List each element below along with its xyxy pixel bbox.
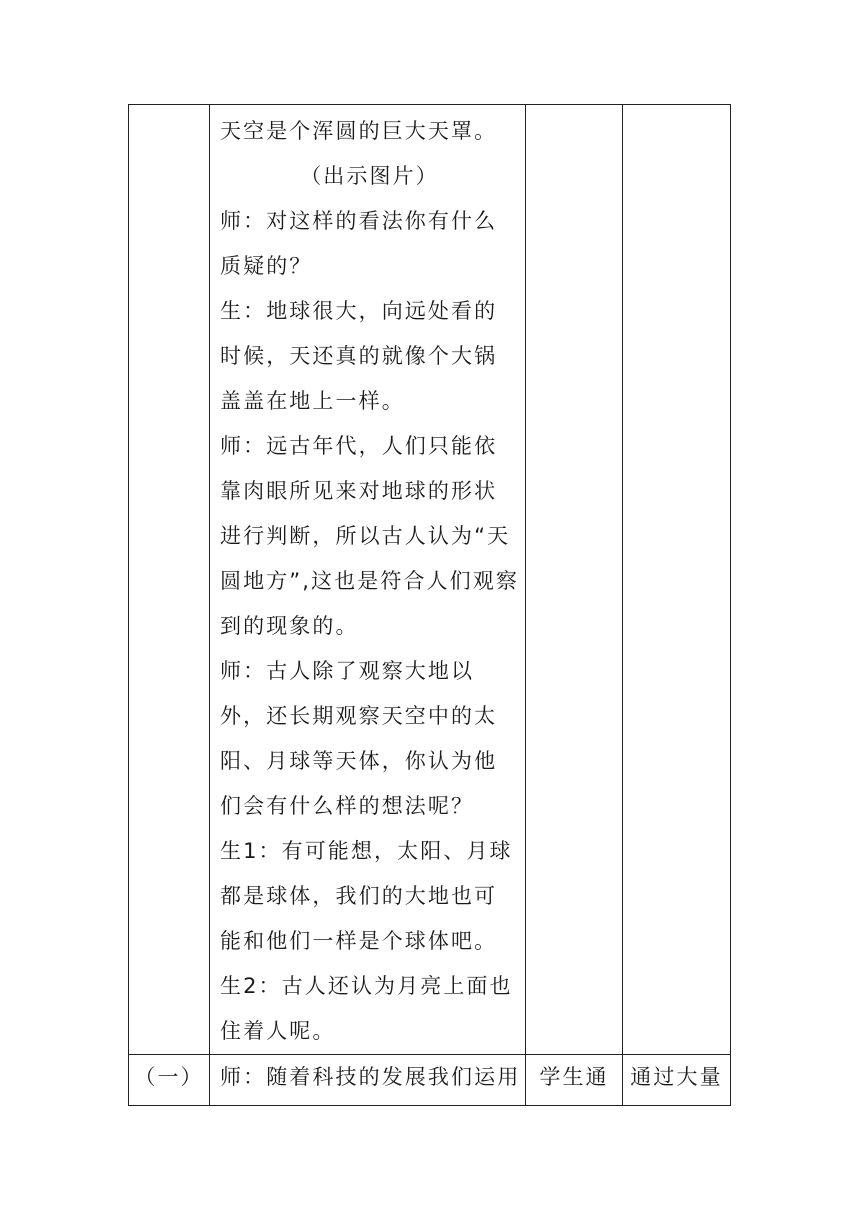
table-row bbox=[129, 1055, 731, 1106]
table-row bbox=[129, 105, 731, 1055]
student-activity-cell bbox=[526, 1055, 623, 1106]
paragraph: 生：地球很大，向远处看的时候，天还真的就像个大锅盖盖在地上一样。 bbox=[220, 299, 498, 413]
paragraph: 师：随着科技的发展我们运用 bbox=[220, 1065, 521, 1089]
paragraph: 生1：有可能想，太阳、月球都是球体，我们的大地也可能和他们一样是个球体吧。 bbox=[220, 839, 513, 953]
design-intent-text: 通过大量 bbox=[630, 1065, 723, 1089]
student-activity-text: 学生通 bbox=[539, 1065, 609, 1089]
paragraph: 师：古人除了观察大地以外，还长期观察天空中的太阳、月球等天体，你认为他们会有什么样的想法呢？ bbox=[220, 659, 498, 818]
student-activity-cell bbox=[526, 105, 623, 1055]
section-number: （一） bbox=[134, 1065, 204, 1089]
lesson-plan-table bbox=[128, 104, 731, 1106]
section-cell bbox=[129, 105, 210, 1055]
paragraph: 生2：古人还认为月亮上面也住着人呢。 bbox=[220, 974, 513, 1043]
teaching-process-cell bbox=[210, 1055, 526, 1106]
paragraph: 师：对这样的看法你有什么质疑的？ bbox=[220, 209, 498, 278]
section-number-cell bbox=[129, 1055, 210, 1106]
design-intent-cell bbox=[623, 1055, 731, 1106]
design-intent-cell bbox=[623, 105, 731, 1055]
teaching-process-cell bbox=[210, 105, 526, 1055]
paragraph: 师：远古年代，人们只能依靠肉眼所见来对地球的形状进行判断，所以古人认为“天圆地方”,这也是符合人们观察到的现象的。 bbox=[220, 434, 519, 638]
paragraph-show-picture: （出示图片） bbox=[300, 164, 439, 188]
paragraph: 天空是个浑圆的巨大天罩。 bbox=[220, 119, 498, 143]
